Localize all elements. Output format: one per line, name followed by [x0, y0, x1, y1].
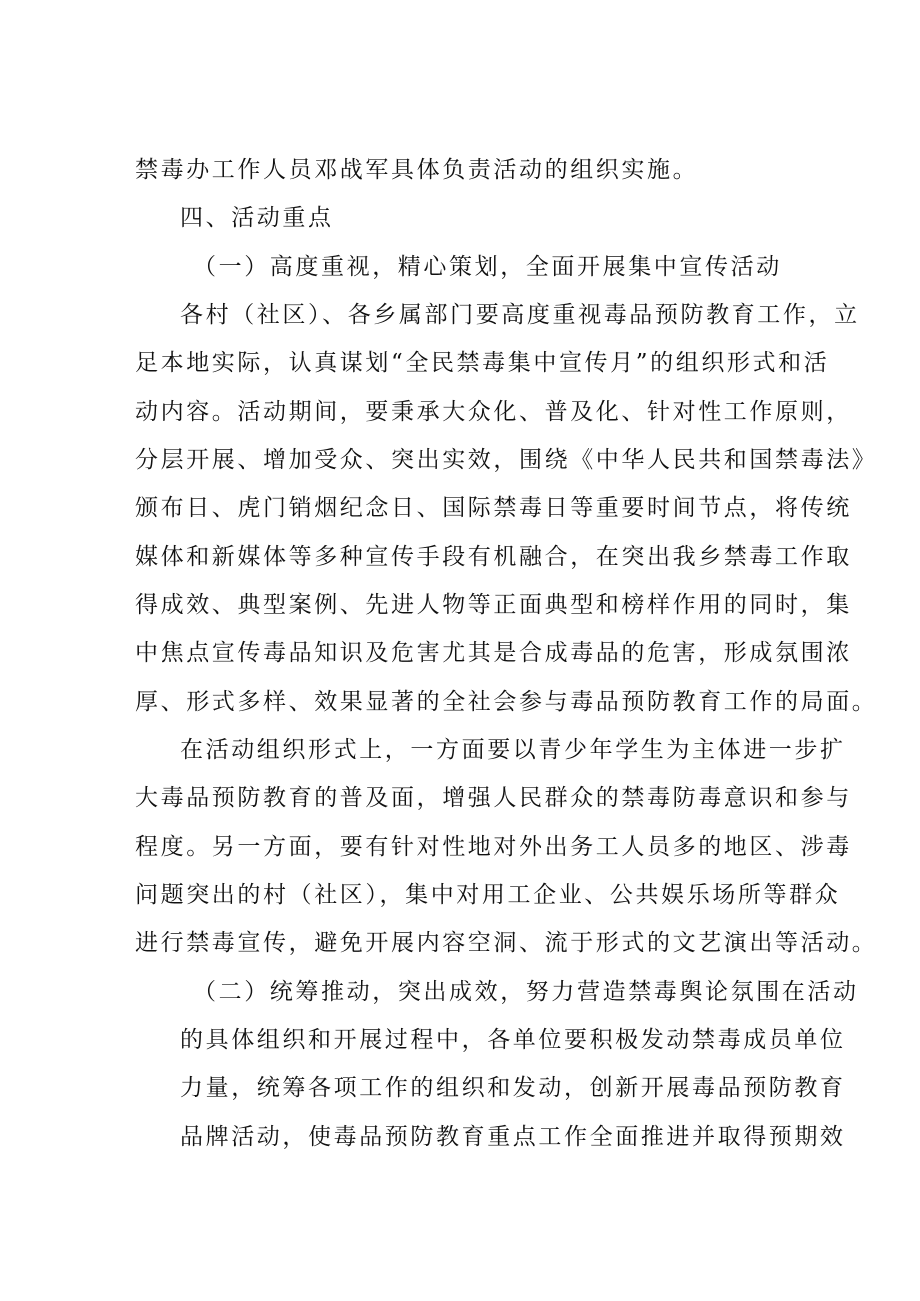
text-line: 得成效、典型案例、先进人物等正面典型和榜样作用的同时，集	[135, 592, 852, 618]
text-line: 厚、形式多样、效果显著的全社会参与毒品预防教育工作的局面。	[135, 689, 878, 715]
text-line: 中焦点宣传毒品知识及危害尤其是合成毒品的危害，形成氛围浓	[135, 640, 852, 666]
subsection-heading: （一）高度重视，精心策划，全面开展集中宣传活动	[193, 254, 782, 280]
subsection-heading: （二）统筹推动，突出成效，努力营造禁毒舆论氛围在活动	[193, 979, 859, 1005]
text-line: 问题突出的村（社区），集中对用工企业、公共娱乐场所等群众	[135, 882, 841, 908]
text-line: 颁布日、虎门销烟纪念日、国际禁毒日等重要时间节点，将传统	[135, 495, 852, 521]
text-line: 程度。另一方面，要有针对性地对外出务工人员多的地区、涉毒	[135, 834, 852, 860]
text-line: 的具体组织和开展过程中，各单位要积极发动禁毒成员单位	[180, 1027, 846, 1053]
text-line: 在活动组织形式上，一方面要以青少年学生为主体进一步扩	[180, 737, 846, 763]
text-line: 力量，统筹各项工作的组织和发动，创新开展毒品预防教育	[180, 1075, 846, 1101]
text-line: 足本地实际，认真谋划“全民禁毒集中宣传月”的组织形式和活	[135, 350, 830, 376]
text-line: 进行禁毒宣传，避免开展内容空洞、流于形式的文艺演出等活动。	[135, 930, 878, 956]
text-line: 分层开展、增加受众、突出实效，围绕《中华人民共和国禁毒法》	[135, 447, 878, 473]
text-line: 媒体和新媒体等多种宣传手段有机融合，在突出我乡禁毒工作取	[135, 544, 852, 570]
text-line: 各村（社区）、各乡属部门要高度重视毒品预防教育工作，立	[180, 302, 860, 328]
text-line: 动内容。活动期间，要秉承大众化、普及化、针对性工作原则，	[135, 399, 852, 425]
text-line: 禁毒办工作人员邓战军具体负责活动的组织实施。	[135, 157, 699, 183]
section-heading: 四、活动重点	[180, 205, 334, 231]
text-line: 品牌活动，使毒品预防教育重点工作全面推进并取得预期效	[180, 1124, 846, 1150]
text-line: 大毒品预防教育的普及面，增强人民群众的禁毒防毒意识和参与	[135, 785, 852, 811]
